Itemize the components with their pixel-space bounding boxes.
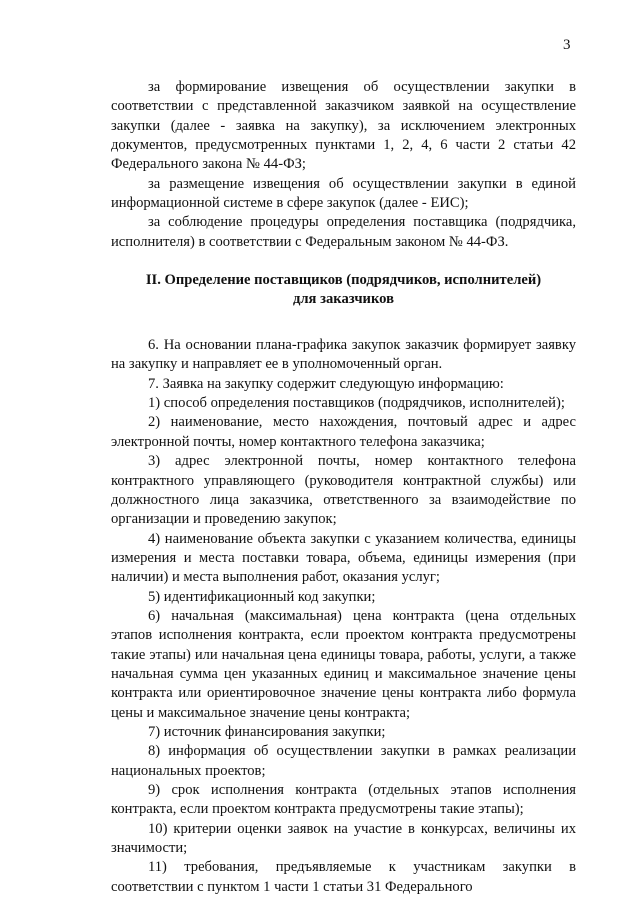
list-item-11: 11) требования, предъявляемые к участникам закупки в соответствии с пунктом 1 части 1 статьи 31 Федерального: [111, 859, 576, 895]
list-item-10: 10) критерии оценки заявок на участие в конкурсах, величины их значимости;: [111, 820, 576, 857]
paragraph-7: 7. Заявка на закупку содержит следующую информацию:: [148, 375, 504, 392]
intro-paragraph-1: за формирование извещения об осуществлении закупки в соответствии с представленной заказчиком заявкой на осуществление закупки (далее - заявка на закупку), за исключением электронных документов, предусмотренных пунктами 1, 2, 4, 6 части 2 статьи 42 Федерального закона № 44-ФЗ;: [111, 79, 576, 173]
paragraph-6: 6. На основании плана-графика закупок заказчик формирует заявку на закупку и направляет ее в уполномоченный орган.: [111, 337, 576, 373]
section-heading: [111, 271, 576, 309]
intro-paragraph-2: за размещение извещения об осуществлении закупки в единой информационной системе в сфере закупок (далее - ЕИС);: [111, 175, 576, 212]
list-item-4: 4) наименование объекта закупки с указанием количества, единицы измерения и места поставки товара, объема, единицы измерения (при наличии) и места выполнения работ, оказания услуг;: [111, 530, 576, 586]
list-item-1: 1) способ определения поставщиков (подрядчиков, исполнителей);: [148, 395, 565, 412]
list-item-3: 3) адрес электронной почты, номер контактного телефона контрактного управляющего (руководителя контрактной службы) или должностного лица заказчика, ответственного за взаимодействие по организации и проведению закупок;: [111, 453, 576, 528]
list-item-7: 7) источник финансирования закупки;: [148, 723, 386, 740]
intro-paragraph-3: за соблюдение процедуры определения поставщика (подрядчика, исполнителя) в соответствии с Федеральным законом № 44-ФЗ.: [111, 214, 576, 250]
list-item-9: 9) срок исполнения контракта (отдельных этапов исполнения контракта, если проектом контракта предусмотрены такие этапы);: [111, 782, 576, 818]
page-number: 3: [563, 37, 571, 53]
list-item-5: 5) идентификационный код закупки;: [148, 588, 376, 605]
document-body: [111, 78, 576, 897]
list-item-6: 6) начальная (максимальная) цена контракта (цена отдельных этапов исполнения контракта, если проектом контракта предусмотрены такие этапы) или начальная цена единицы товара, работы, услуги, а также начальная сумма цен указанных единиц и максимальное значение цены контракта или ориентировочное значение цены контракта либо формула цены и максимальное значение цены контракта;: [111, 607, 576, 721]
section-heading-line-1: II. Определение поставщиков (подрядчиков, исполнителей): [145, 272, 542, 289]
section-heading-line-2: для заказчиков: [292, 291, 394, 308]
list-item-2: 2) наименование, место нахождения, почтовый адрес и адрес электронной почты, номер контактного телефона заказчика;: [111, 414, 576, 450]
list-item-8: 8) информация об осуществлении закупки в рамках реализации национальных проектов;: [111, 743, 576, 779]
